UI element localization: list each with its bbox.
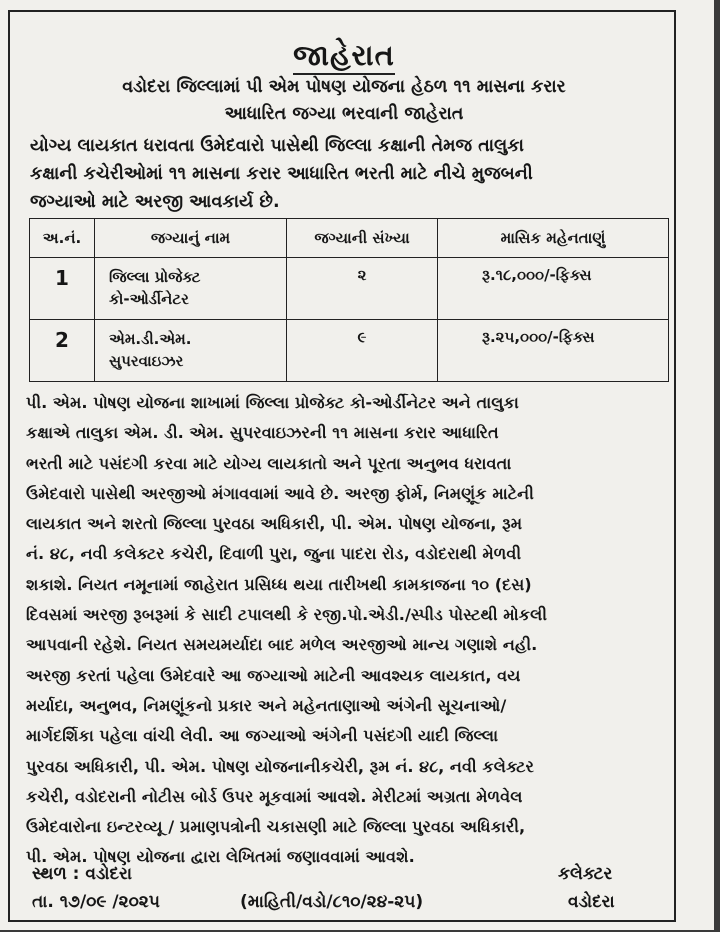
header-post-name: જગ્યાનું નામ (95, 219, 287, 258)
body-line: કક્ષાએ તાલુકા એમ. ડી. એમ. સુપરવાઇઝરની ૧૧ માસના કરાર આધારિત (26, 423, 499, 443)
body-line: પુરવઠા અધિકારી, પી. એમ. પોષણ યોજનાનીકચેરી, રૂમ નં. ૪૮, નવી કલેક્ટર (26, 756, 534, 776)
cell-post-name: એમ.ડી.એમ. સુપરવાઇઝર (95, 320, 287, 382)
subheading-line: આધારિત જગ્યા ભરવાની જાહેરાત (224, 104, 464, 124)
body-line: પી. એમ. પોષણ યોજના દ્વારા લેખિતમાં જણાવવામાં આવશે. (26, 847, 415, 867)
signatory-title: કલેક્ટર (558, 864, 613, 884)
subheading-line: વડોદરા જિલ્લામાં પી એમ પોષણ યોજના હેઠળ ૧૧ માસના કરાર (122, 77, 566, 97)
signatory-place: વડોદરા (568, 892, 615, 912)
body-line: ઉમેદવારો પાસેથી અરજીઓ મંગાવવામાં આવે છે. અરજી ફોર્મ, નિમણૂંક માટેની (26, 483, 534, 503)
body-line: શકાશે. નિયત નમૂનામાં જાહેરાત પ્રસિધ્ધ થયા તારીખથી કામકાજના ૧૦ (દસ) (26, 574, 532, 594)
footer-date: તા. ૧૭/૦૯ /૨૦૨૫ (32, 892, 160, 912)
body-line: માર્ગદર્શિકા પહેલા વાંચી લેવી. આ જગ્યાઓ અંગેની પસંદગી યાદી જિલ્લા (26, 726, 499, 746)
notice-subheading (10, 74, 678, 128)
cell-salary: રૂ.૧૮,૦૦૦/-ફિક્સ (438, 258, 669, 320)
notice-intro (30, 132, 670, 216)
body-line: આપવાની રહેશે. નિયત સમયમર્યાદા બાદ મળેલ અરજીઓ માન્ય ગણાશે નહી. (26, 635, 538, 655)
vacancy-table (29, 218, 669, 382)
cell-post-count: ૨ (287, 258, 438, 320)
intro-line: જગ્યાઓ માટે અરજી આવકાર્ય છે. (30, 192, 280, 212)
header-serial: અ.નં. (30, 219, 95, 258)
intro-line: કક્ષાની કચેરીઓમાં ૧૧ માસના કરાર આધારિત ભરતી માટે નીચે મુજબની (30, 164, 533, 184)
header-salary: માસિક મહેનતાણું (438, 219, 669, 258)
footer-place: સ્થળ : વડોદરા (32, 864, 132, 884)
cell-post-name: જિલ્લા પ્રોજેક્ટ કો-ઓર્ડીનેટર (95, 258, 287, 320)
body-line: દિવસમાં અરજી રૂબરૂમાં કે સાદી ટપાલથી કે રજી.પો.એડી./સ્પીડ પોસ્ટથી મોકલી (26, 605, 547, 625)
notice-title: જાહેરાત (10, 38, 678, 73)
cell-post-count: ૯ (287, 320, 438, 382)
body-line: લાયકાત અને શરતો જિલ્લા પુરવઠા અધિકારી, પી. એમ. પોષણ યોજના, રૂમ (26, 514, 523, 534)
notice-body (26, 388, 678, 873)
table-header-row (30, 219, 669, 258)
body-line: ભરતી માટે પસંદગી કરવા માટે યોગ્ય લાયકાતો અને પૂરતા અનુભવ ધરાવતા (26, 453, 512, 473)
body-line: મર્યાદા, અનુભવ, નિમણૂંકનો પ્રકાર અને મહેનતાણાઓ અંગેની સૂચનાઓ/ (26, 695, 507, 715)
body-line: નં. ૪૮, નવી કલેક્ટર કચેરી, દિવાળી પુરા, જુના પાદરા રોડ, વડોદરાથી મેળવી (26, 544, 522, 564)
notice-box (8, 10, 676, 922)
header-post-count: જગ્યાની સંખ્યા (287, 219, 438, 258)
cell-salary: રૂ.૨૫,૦૦૦/-ફિક્સ (438, 320, 669, 382)
body-line: ઉમેદવારોના ઇન્ટરવ્યૂ / પ્રમાણપત્રોની ચકાસણી માટે જિલ્લા પુરવઠા અધિકારી, (26, 817, 526, 837)
body-line: પી. એમ. પોષણ યોજના શાખામાં જિલ્લા પ્રોજેક્ટ કો-ઓર્ડીનેટર અને તાલુકા (26, 393, 519, 412)
table-row (30, 258, 669, 320)
body-line: કચેરી, વડોદરાની નોટીસ બોર્ડ ઉપર મૂકવામાં આવશે. મેરીટમાં અગ્રતા મેળવેલ (26, 786, 523, 806)
table-row (30, 320, 669, 382)
body-line: અરજી કરતાં પહેલા ઉમેદવારે આ જગ્યાઓ માટેની આવશ્યક લાયકાત, વય (26, 665, 521, 685)
footer-reference: (માહિતી/વડો/૮૧૦/૨૪-૨૫) (240, 892, 424, 912)
cell-serial: 2 (30, 320, 95, 382)
cell-serial: 1 (30, 258, 95, 320)
intro-line: યોગ્ય લાયકાત ધરાવતા ઉમેદવારો પાસેથી જિલ્લા કક્ષાની તેમજ તાલુકા (30, 136, 524, 156)
